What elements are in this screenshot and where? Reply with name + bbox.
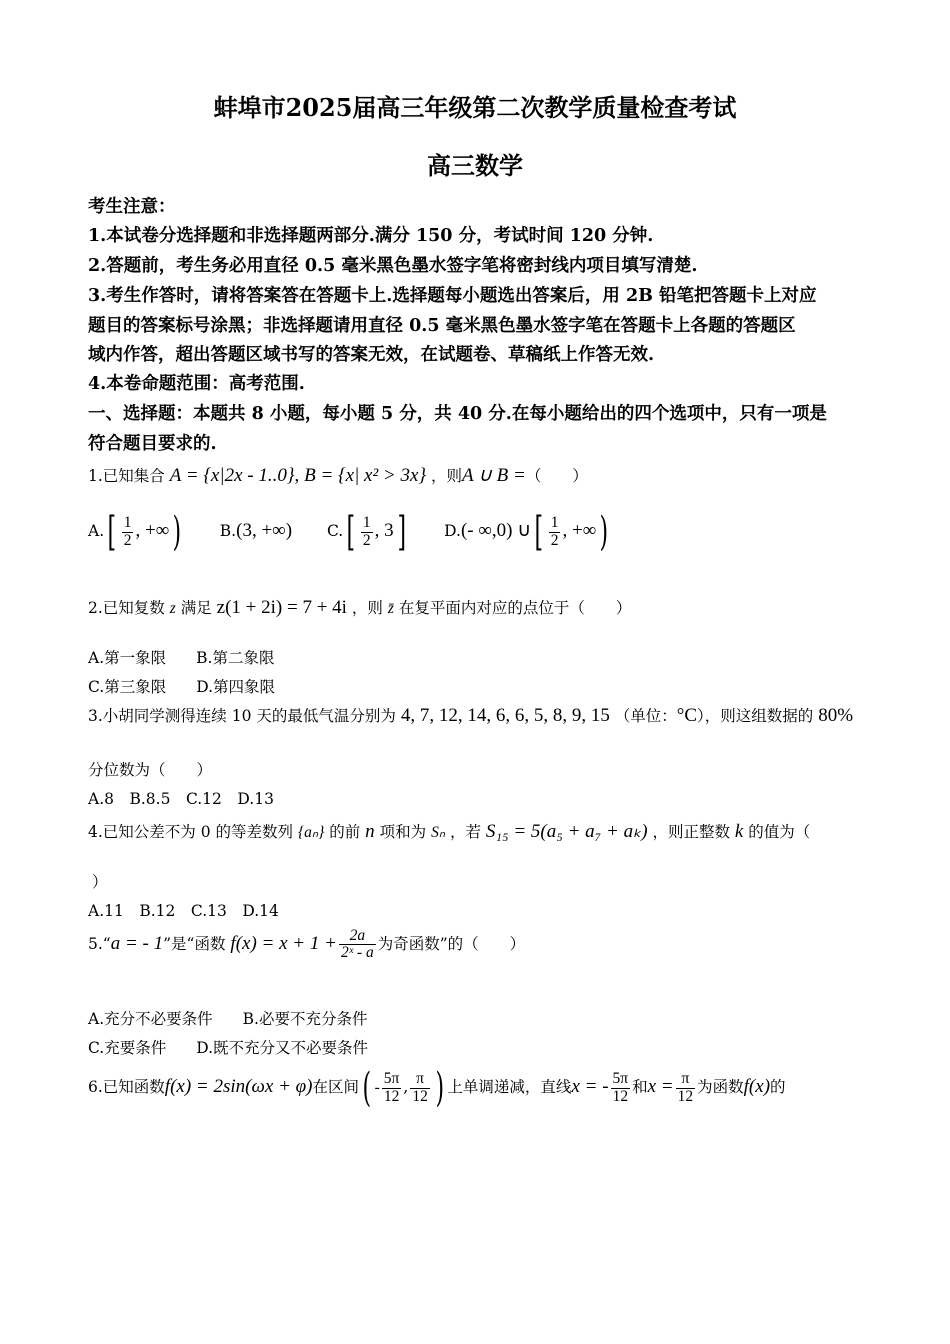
sum-equation: S₁₅ = 5(a₅ + a₇ + aₖ) bbox=[485, 821, 648, 842]
notice-item-3: 3.考生作答时，请将答案答在答题卡上.选择题每小题选出答案后，用 2B 铅笔把答题卡上对应 bbox=[88, 286, 817, 306]
set-b: B = {x| x² > 3x} bbox=[304, 465, 427, 486]
question-3-cont: 分位数为（ ） bbox=[88, 761, 213, 779]
question-4-cont: ） bbox=[92, 873, 108, 891]
notice-item-3-end: 域内作答，超出答题区域书写的答案无效，在试题卷、草稿纸上作答无效. bbox=[88, 345, 655, 365]
question-5-options-row2: C.充要条件 D.既不充分又不必要条件 bbox=[88, 1039, 369, 1057]
question-3-options: A.8 B.8.5 C.12 D.13 bbox=[88, 790, 274, 808]
question-3: 3.小胡同学测得连续 10 天的最低气温分别为 4, 7, 12, 14, 6, 6, 5, 8, 9, 15 （单位：°C），则这组数据的 80% bbox=[88, 705, 854, 726]
question-2: 2.已知复数 z 满足 z(1 + 2i) = 7 + 4i ，则 z̄ 在复平面内对应的点位于（ ） bbox=[88, 597, 632, 618]
section-heading-cont: 符合题目要求的. bbox=[88, 434, 217, 454]
option-b: B.(3, +∞) bbox=[219, 520, 293, 541]
complex-equation: z(1 + 2i) = 7 + 4i bbox=[216, 597, 347, 618]
notice-item-4: 4.本卷命题范围：高考范围. bbox=[88, 374, 305, 394]
notice-item-3-cont: 题目的答案标号涂黑；非选择题请用直径 0.5 毫米黑色墨水签字笔在答题卡上各题的答题区 bbox=[88, 316, 796, 336]
sine-function: f(x) = 2sin(ωx + φ) bbox=[164, 1076, 313, 1097]
question-4: 4.已知公差不为 0 的等差数列 {aₙ} 的前 n 项和为 Sₙ ，若 S₁₅ = 5(a₅ + a₇ + aₖ) ，则正整数 k 的值为（ bbox=[88, 821, 811, 842]
question-2-options-row2: C.第三象限 D.第四象限 bbox=[88, 678, 276, 696]
question-2-options-row1: A.第一象限 B.第二象限 bbox=[88, 649, 275, 667]
exam-title: 蚌埠市2025届高三年级第二次教学质量检查考试 bbox=[213, 93, 737, 122]
option-d: D.(- ∞,0) ∪[ $\frac{1}{2}$ , +∞) bbox=[444, 509, 609, 555]
question-1-options bbox=[88, 509, 642, 555]
subject-title: 高三数学 bbox=[427, 151, 523, 180]
option-c: C.[ $\frac{1}{2}$ , 3] bbox=[326, 509, 406, 555]
question-6: 6.已知函数f(x) = 2sin(ωx + φ)在区间( - $\frac{5\pi}{12}$ , $\frac{\pi}{12}$ ) 上单调递减，直线x = - $\frac{5\pi}{12}$ 和x = $\frac{\pi}{12}$ 为函数f(x)的 bbox=[88, 1065, 786, 1111]
set-a: A = {x|2x - 1..0} bbox=[169, 465, 295, 486]
section-heading: 一、选择题：本题共 8 小题，每小题 5 分，共 40 分.在每小题给出的四个选项中，只有一项是 bbox=[88, 404, 827, 424]
option-a: A.[ $\frac{1}{2}$ , +∞) bbox=[88, 509, 182, 555]
question-5-options-row1: A.充分不必要条件 B.必要不充分条件 bbox=[88, 1010, 368, 1028]
notice-item-2: 2.答题前，考生务必用直径 0.5 毫米黑色墨水签字笔将密封线内项目填写清楚. bbox=[88, 256, 698, 276]
function-expr: f(x) = x + 1 + bbox=[230, 932, 337, 954]
notice-heading: 考生注意： bbox=[88, 197, 176, 217]
temperature-data: 4, 7, 12, 14, 6, 6, 5, 8, 9, 15 bbox=[400, 705, 610, 726]
question-5: 5.“a = - 1”是“函数 f(x) = x + 1 + $\frac{2a}{\text{2ˣ - a}}$ 为奇函数”的（ ） bbox=[88, 927, 526, 962]
union-expr: A ∪ B = bbox=[462, 465, 526, 486]
question-4-options: A.11 B.12 C.13 D.14 bbox=[88, 902, 279, 920]
question-1: 1.已知集合 A = {x|2x - 1..0}, B = {x| x² > 3x} ，则A ∪ B =（ ） bbox=[88, 465, 588, 486]
notice-item-1: 1.本试卷分选择题和非选择题两部分.满分 150 分，考试时间 120 分钟. bbox=[88, 226, 654, 246]
